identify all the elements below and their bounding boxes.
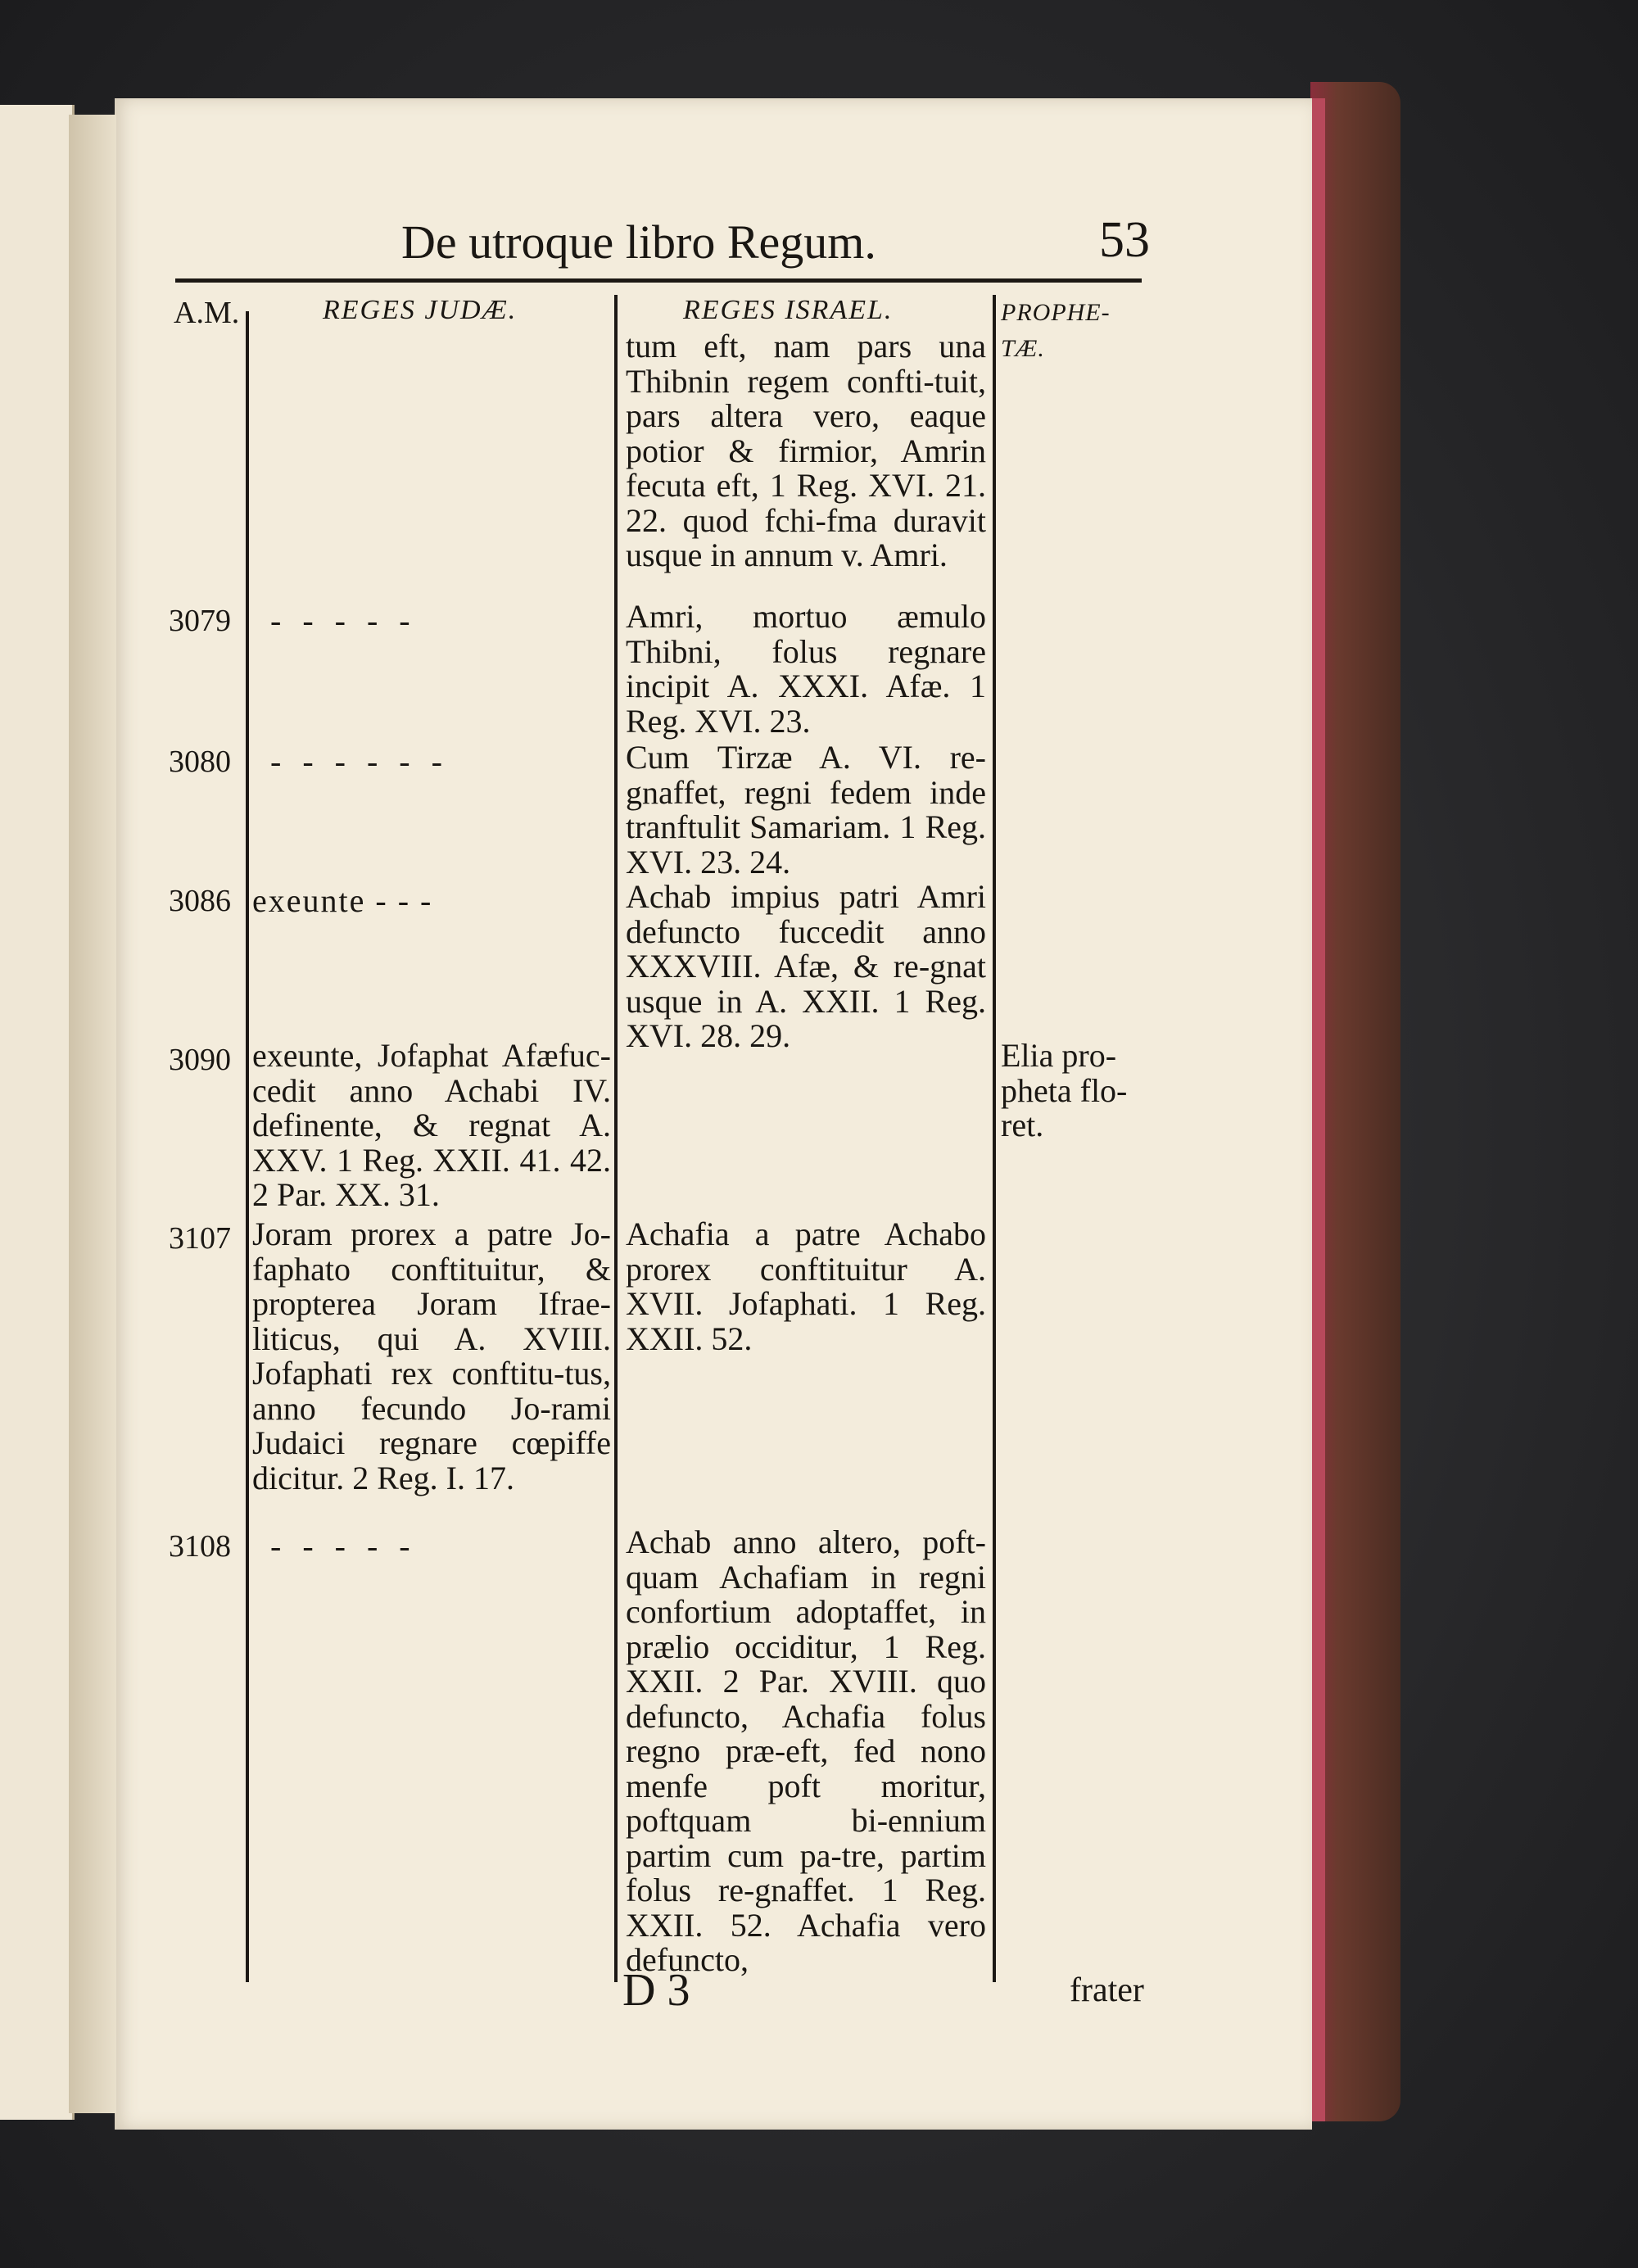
- column-rule-1: [246, 311, 249, 1982]
- israel-entry: Amri, mortuo æmulo Thibni, folus regnare incipit A. XXXI. Afæ. 1 Reg. XVI. 23.: [626, 598, 986, 740]
- red-page-edges: [1310, 98, 1325, 2121]
- israel-entry: tum eft, nam pars una Thibnin regem confti-tuit, pars altera vero, eaque potior & firmior, Amrin fecuta eft, 1 Reg. XVI. 21. 22. quod fchi-fma duravit usque in annum v. Amri.: [626, 328, 986, 573]
- facing-page-edge: [0, 105, 75, 2120]
- column-header-israel: REGES ISRAEL.: [683, 295, 894, 325]
- judah-entry: exeunte, Jofaphat Afæfuc-cedit anno Achabi IV. definente, & regnat A. XXV. 1 Reg. XXII. 41. 42. 2 Par. XX. 31.: [252, 1037, 611, 1213]
- column-rule-3: [993, 295, 996, 1982]
- page-number: 53: [1099, 212, 1150, 268]
- judah-entry: - - - - - -: [270, 743, 449, 780]
- year-label: 3090: [169, 1043, 231, 1077]
- israel-entry: Cum Tirzæ A. VI. re-gnaffet, regni fedem inde tranftulit Samariam. 1 Reg. XVI. 23. 24.: [626, 739, 986, 880]
- israel-entry: Achafia a patre Achabo prorex conftituitur A. XVII. Jofaphati. 1 Reg. XXII. 52.: [626, 1215, 986, 1357]
- page-gutter: [69, 115, 116, 2113]
- column-header-year: A.M.: [174, 296, 240, 330]
- column-rule-2: [614, 295, 618, 1982]
- judah-entry: Joram prorex a patre Jo-faphato conftituitur, & propterea Joram Ifrae-liticus, qui A. XVIII. Jofaphati rex conftitu-tus, anno fecundo Jo-rami Judaici regnare cœpiffe dicitur. 2 Reg. I. 17.: [252, 1215, 611, 1496]
- year-label: 3108: [169, 1529, 231, 1564]
- year-label: 3107: [169, 1221, 231, 1256]
- signature-mark: D 3: [622, 1965, 690, 2016]
- judah-entry: exeunte - - -: [252, 882, 433, 919]
- running-title: De utroque libro Regum.: [401, 215, 876, 269]
- israel-entry: Achab anno altero, poft-quam Achafiam in regni confortium adoptaffet, in prælio occiditur, 1 Reg. XXII. 2 Par. XVIII. quo defuncto, Achafia folus regno præ-eft, fed nono menfe poft moritur, poftquam bi-ennium partim cum pa-tre, partim folus re-gnaffet. 1 Reg. XXII. 52. Achafia vero defuncto,: [626, 1523, 986, 1978]
- catchword: frater: [1070, 1971, 1144, 2009]
- year-label: 3079: [169, 604, 231, 638]
- year-label: 3086: [169, 884, 231, 918]
- israel-entry: Achab impius patri Amri defuncto fuccedit anno XXXVIII. Afæ, & re-gnat usque in A. XXII. 1 Reg. XVI. 28. 29.: [626, 878, 986, 1054]
- column-header-judah: REGES JUDÆ.: [323, 295, 518, 325]
- year-label: 3080: [169, 745, 231, 779]
- column-header-prophets: PROPHE- TÆ.: [1001, 299, 1111, 362]
- judah-entry: - - - - -: [270, 1528, 417, 1564]
- header-rule: [175, 278, 1142, 283]
- prophets-entry: Elia pro-pheta flo-ret.: [1001, 1037, 1128, 1143]
- judah-entry: - - - - -: [270, 602, 417, 639]
